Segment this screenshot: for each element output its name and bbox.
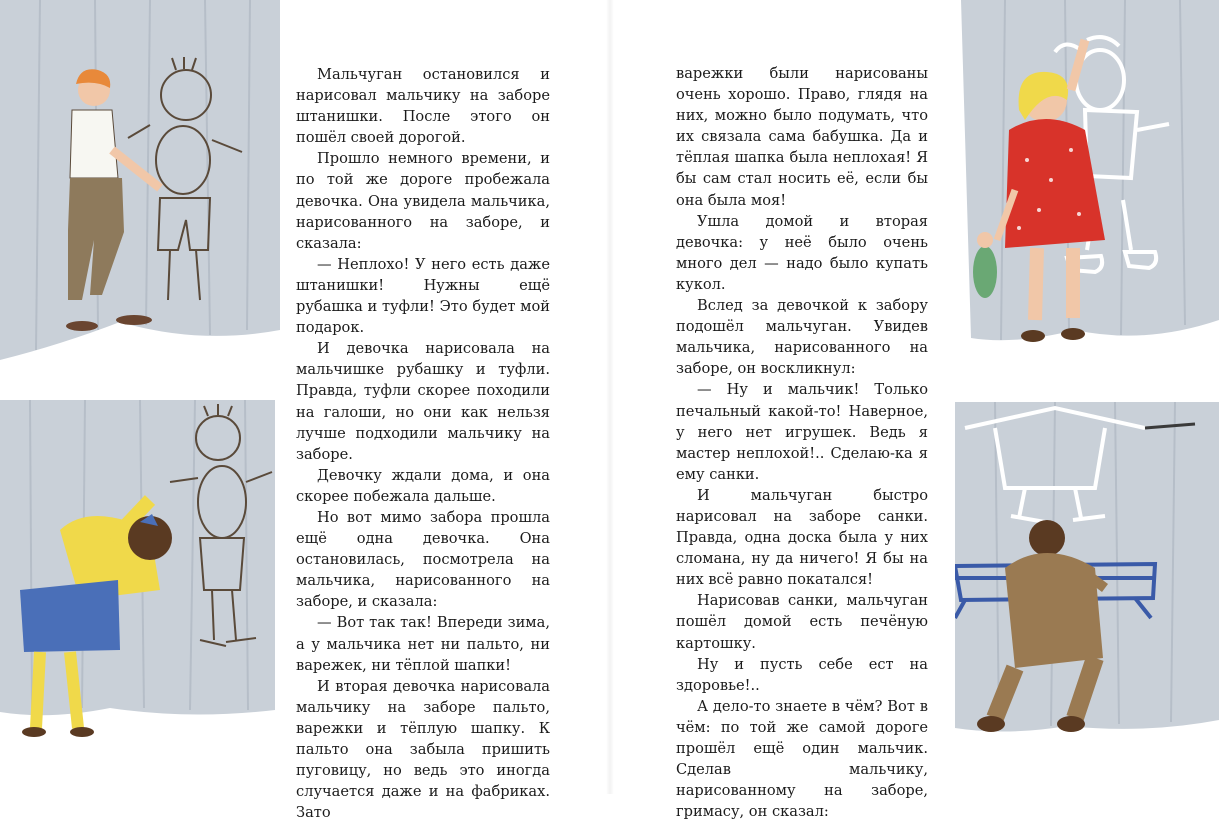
illustration-boy-sled — [955, 398, 1219, 758]
paragraph: Мальчуган остановился и нарисовал мальчику на заборе штанишки. После этого он пошёл своей дорогой. — [296, 66, 550, 147]
paragraph: Вслед за девочкой к забору подошёл мальчуган. Увидев мальчика, нарисованного на заборе, он воскликнул: — [676, 297, 928, 378]
paragraph: И девочка нарисовала на мальчишке рубашку и туфли. Правда, туфли скорее походили на галоши, но они как нельзя лучше подходили мальчику на заборе. — [296, 340, 550, 463]
paragraph: — Ну и мальчик! Только печальный какой-то! Наверное, у него нет игрушек. Ведь я мастер неплохой!.. Сделаю-ка я ему санки. — [676, 381, 928, 483]
paragraph: Девочку ждали дома, и она скорее побежала дальше. — [296, 466, 550, 505]
paragraph: — Неплохо! У него есть даже штанишки! Нужны ещё рубашка и туфли! Это будет мой подарок. — [296, 255, 550, 337]
book-gutter — [606, 0, 614, 794]
illustration-girl-red-dress — [955, 0, 1219, 360]
paragraph: Прошло немного времени, и по той же дороге пробежала девочка. Она увидела мальчика, нарисованного на заборе, и сказала: — [296, 150, 550, 252]
paragraph: — Вот так так! Впереди зима, а у мальчика нет ни пальто, ни варежек, ни тёплой шапки! — [296, 614, 550, 674]
paragraph: А дело-то знаете в чём? Вот в чём: по той же самой дороге прошёл ещё один мальчик. Сделав мальчику, нарисованному на заборе, гримасу, он сказал: — [676, 697, 928, 821]
paragraph: Ну и пусть себе ест на здоровье!.. — [676, 655, 928, 694]
illustration-girl-yellow-drawing — [0, 390, 282, 750]
left-page-text — [296, 64, 550, 823]
paragraph: И мальчуган быстро нарисовал на заборе санки. Правда, одна доска была у них сломана, ну да ничего! Я бы на них всё равно покатался! — [676, 486, 928, 589]
paragraph: Но вот мимо забора прошла ещё одна девочка. Она остановилась, посмотрела на мальчика, нарисованного на заборе, и сказала: — [296, 508, 550, 611]
paragraph-continued: варежки были нарисованы очень хорошо. Право, глядя на них, можно было подумать, что их связала сама бабушка. Да и тёплая шапка была неплохая! Я бы сам стал носить её, если бы она была моя! — [676, 65, 928, 209]
illustration-boy-drawing — [0, 0, 282, 360]
paragraph: Нарисовав санки, мальчуган пошёл домой есть печёную картошку. — [676, 592, 928, 652]
paragraph: И вторая девочка нарисовала мальчику на заборе пальто, варежки и тёплую шапку. К пальто она забыла пришить пуговицу, но ведь это иногда случается даже и на фабриках. Зато — [296, 677, 550, 822]
paragraph: Ушла домой и вторая девочка: у неё было очень много дел — надо было купать кукол. — [676, 212, 928, 293]
right-page-text — [676, 63, 928, 822]
